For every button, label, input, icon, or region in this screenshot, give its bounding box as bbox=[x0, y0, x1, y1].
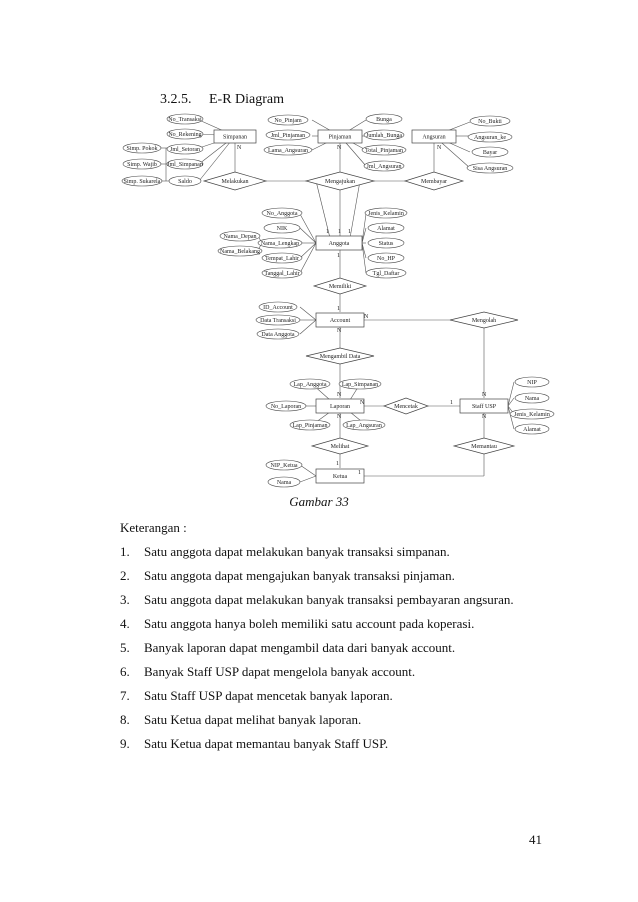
attr-text: No_Transaksi bbox=[168, 117, 202, 123]
list-text: Satu Ketua dapat melihat banyak laporan. bbox=[144, 712, 362, 727]
attr-text: No_Laporan bbox=[270, 404, 302, 410]
cardinality: 1 bbox=[337, 306, 340, 312]
attr-text: No_Pinjam bbox=[274, 118, 302, 124]
entity-account-label: Account bbox=[329, 318, 351, 324]
attr-text: Nama_Lengkap bbox=[260, 241, 300, 247]
attr-text: No_Anggota bbox=[266, 211, 298, 217]
attr-text: Jml_Angsuran bbox=[366, 164, 402, 170]
relation-memantau-label: Memantau bbox=[471, 444, 497, 450]
list-item bbox=[120, 712, 514, 736]
list-number: 8. bbox=[120, 712, 130, 727]
attr-text: Nama_Belakang bbox=[220, 249, 260, 255]
relation-mengajukan-label: Mengajukan bbox=[325, 179, 355, 185]
cardinality: 1 bbox=[358, 470, 361, 476]
cardinality: 1 bbox=[338, 229, 341, 235]
list-text: Satu anggota hanya boleh memiliki satu account pada koperasi. bbox=[144, 616, 475, 631]
attr-text: Alamat bbox=[377, 226, 395, 232]
attr-text: NIP_Ketua bbox=[270, 463, 298, 469]
list-text: Satu anggota dapat melakukan banyak transaksi pembayaran angsuran. bbox=[144, 592, 514, 607]
cardinality: N bbox=[237, 145, 242, 151]
list-number: 3. bbox=[120, 592, 130, 607]
entity-ketua-label: Ketua bbox=[332, 474, 348, 480]
attr-text: Jumlah_Bunga bbox=[366, 133, 402, 139]
attr-text: Jml_Setoran bbox=[170, 147, 200, 153]
attr-text: Saldo bbox=[178, 179, 192, 185]
attr-text: Angsuran_ke bbox=[474, 135, 506, 141]
attr-text: No_HP bbox=[376, 256, 396, 262]
attr-text: Lap_Simpanan bbox=[341, 382, 379, 388]
attr-text: Status bbox=[378, 241, 394, 247]
attr-text: Lap_Anggota bbox=[293, 382, 327, 388]
list-text: Banyak laporan dapat mengambil data dari banyak account. bbox=[144, 640, 456, 655]
attr-text: Nama bbox=[524, 396, 540, 402]
attr-text: ID_Account bbox=[263, 305, 293, 311]
list-item bbox=[120, 688, 514, 712]
list-number: 5. bbox=[120, 640, 130, 655]
attr-text: Simp. Wajib bbox=[127, 162, 157, 168]
cardinality: N bbox=[337, 328, 342, 334]
attr-text: Data Transaksi bbox=[260, 318, 296, 324]
attr-text: Simp. Sukarela bbox=[123, 179, 161, 185]
list-text: Satu anggota dapat mengajukan banyak transaksi pinjaman. bbox=[144, 568, 455, 583]
cardinality: 1 bbox=[336, 461, 339, 467]
list-item bbox=[120, 640, 514, 664]
attr-text: No_Rekening bbox=[168, 132, 202, 138]
notes-list bbox=[120, 544, 514, 760]
cardinality: N bbox=[337, 392, 342, 398]
list-item bbox=[120, 568, 514, 592]
attr-text: Tgl_Daftar bbox=[372, 271, 400, 277]
cardinality: N bbox=[437, 145, 442, 151]
list-item bbox=[120, 592, 514, 616]
relation-mengambil-data-label: Mengambil Data bbox=[319, 354, 361, 360]
entity-laporan-label: Laporan bbox=[330, 404, 350, 410]
list-text: Satu Ketua dapat memantau banyak Staff USP. bbox=[144, 736, 389, 751]
relation-membayar-label: Membayar bbox=[421, 179, 447, 185]
list-item bbox=[120, 616, 514, 640]
attr-text: Jml_Simpanan bbox=[167, 162, 203, 168]
entity-pinjaman-label: Pinjaman bbox=[328, 134, 352, 141]
cardinality: 1 bbox=[348, 229, 351, 235]
cardinality: 1 bbox=[450, 400, 453, 406]
entity-anggota-label: Anggota bbox=[328, 241, 350, 247]
attr-text: Data Anggota bbox=[261, 332, 295, 338]
list-number: 7. bbox=[120, 688, 130, 703]
cardinality: N bbox=[337, 145, 342, 151]
attr-text: Sisa Angsuran bbox=[472, 166, 508, 172]
keterangan-heading: Keterangan : bbox=[120, 520, 187, 535]
list-text: Banyak Staff USP dapat mengelola banyak account. bbox=[144, 664, 416, 679]
list-text: Satu anggota dapat melakukan banyak transaksi simpanan. bbox=[144, 544, 450, 559]
attr-text: Tempat_Lahir bbox=[265, 256, 299, 262]
relation-mengolah-label: Mengolah bbox=[471, 318, 497, 324]
attr-text: Nama bbox=[276, 480, 292, 486]
list-text: Satu Staff USP dapat mencetak banyak laporan. bbox=[144, 688, 393, 703]
entity-staff-usp-label: Staff USP bbox=[471, 404, 497, 410]
attr-text: Jml_Pinjaman bbox=[270, 133, 306, 139]
relation-mencetak-label: Mencetak bbox=[394, 404, 418, 410]
entity-angsuran-label: Angsuran bbox=[422, 134, 446, 141]
list-number: 2. bbox=[120, 568, 130, 583]
attr-text: NIP bbox=[527, 380, 537, 386]
cardinality: N bbox=[482, 414, 487, 420]
attr-text: Total_Pinjaman bbox=[365, 148, 403, 154]
relation-memiliki-label: Memiliki bbox=[328, 284, 352, 290]
attr-text: No_Bukti bbox=[478, 119, 502, 125]
cardinality: N bbox=[482, 392, 487, 398]
list-number: 9. bbox=[120, 736, 130, 751]
section-number: 3.2.5. bbox=[160, 92, 192, 107]
cardinality: 1 bbox=[326, 229, 329, 235]
attr-text: NIK bbox=[276, 226, 288, 232]
attr-text: Lap_Angsuran bbox=[346, 423, 382, 429]
attr-text: Alamat bbox=[523, 427, 541, 433]
cardinality: N bbox=[360, 400, 365, 406]
attr-text: Lama_Angsuran bbox=[268, 148, 308, 154]
list-item bbox=[120, 544, 514, 568]
attr-text: Simp. Pokok bbox=[126, 146, 158, 152]
entity-simpanan-label: Simpanan bbox=[223, 134, 247, 141]
relation-melihat-label: Melihat bbox=[330, 444, 350, 450]
attr-text: Tanggal_Lahir bbox=[264, 271, 300, 277]
section-title: E-R Diagram bbox=[209, 92, 285, 107]
page-number: 41 bbox=[529, 832, 542, 847]
attr-text: Jenis_Kelamin bbox=[514, 412, 550, 418]
attr-text: Lap_Pinjaman bbox=[292, 423, 328, 429]
list-item bbox=[120, 664, 514, 688]
cardinality: 1 bbox=[337, 253, 340, 259]
figure-caption: Gambar 33 bbox=[289, 494, 349, 509]
list-number: 4. bbox=[120, 616, 130, 631]
attr-text: Nama_Depan bbox=[223, 234, 257, 240]
relation-melakukan-label: Melakukan bbox=[221, 179, 249, 185]
cardinality: N bbox=[337, 414, 342, 420]
cardinality: N bbox=[364, 314, 369, 320]
attr-text: Bayar bbox=[482, 150, 498, 156]
list-number: 6. bbox=[120, 664, 130, 679]
list-item bbox=[120, 736, 514, 760]
list-number: 1. bbox=[120, 544, 130, 559]
attr-text: Jenis_Kelamin bbox=[368, 211, 404, 217]
attr-text: Bunga bbox=[376, 117, 392, 123]
